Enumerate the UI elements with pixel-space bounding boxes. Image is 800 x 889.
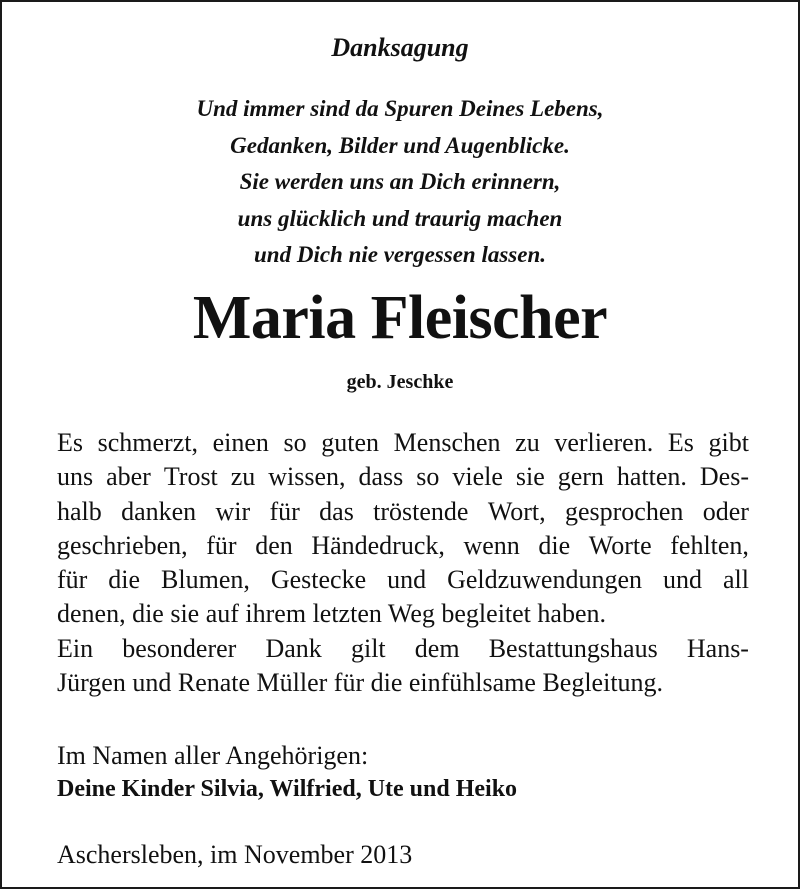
body-word: sie xyxy=(515,462,545,492)
body-word: besonderer xyxy=(122,633,237,663)
body-word: gilt xyxy=(350,633,386,663)
body-word: für xyxy=(269,496,300,526)
body-word: Worte xyxy=(588,530,652,560)
body-line xyxy=(57,426,749,460)
body-word: Hans- xyxy=(686,633,749,663)
body-word: Des- xyxy=(699,462,749,492)
body-word: gibt xyxy=(708,428,749,457)
closing-block xyxy=(57,739,517,805)
body-line xyxy=(57,632,749,666)
body-word: Jürgen und Renate Müller für die einfühlsame Begleitung. xyxy=(57,668,664,698)
body-word: uns xyxy=(57,462,94,492)
body-word: wenn xyxy=(463,530,520,560)
body-word: Geldzuwendungen xyxy=(447,565,642,595)
body-word: tröstende xyxy=(373,496,469,526)
poem-line: Sie werden uns an Dich erinnern, xyxy=(239,169,561,194)
body-word: wir xyxy=(215,496,251,526)
thank-you-text xyxy=(57,426,749,700)
deceased-name: Maria Fleischer xyxy=(192,284,608,352)
body-line xyxy=(57,563,749,597)
body-word: geschrieben, xyxy=(57,530,188,560)
signers: Deine Kinder Silvia, Wilfried, Ute und Heiko xyxy=(57,776,518,802)
poem-line: uns glücklich und traurig machen xyxy=(237,205,563,231)
body-word: Blumen, xyxy=(161,565,250,595)
body-word: gesprochen xyxy=(564,496,684,526)
body-word: schmerzt, xyxy=(97,428,198,457)
body-word: das xyxy=(319,496,354,526)
body-word: viele xyxy=(452,462,503,492)
body-word: halb xyxy=(57,496,102,526)
body-line xyxy=(57,460,749,494)
poem-line: und Dich nie vergessen lassen. xyxy=(254,242,546,267)
memorial-poem xyxy=(2,91,798,274)
body-word: den xyxy=(255,530,293,560)
body-word: guten xyxy=(321,428,380,457)
poem-line: Und immer sind da Spuren Deines Lebens, xyxy=(196,96,604,121)
body-word: Es xyxy=(57,428,83,457)
place-and-date: Aschersleben, im November 2013 xyxy=(57,840,413,869)
body-word: wissen, xyxy=(268,462,346,492)
body-word: denen, die sie auf ihrem letzten Weg begleitet haben. xyxy=(57,599,606,629)
body-word: so xyxy=(416,462,440,492)
body-line xyxy=(57,529,749,563)
body-line xyxy=(57,597,749,631)
body-word: verlieren. xyxy=(554,428,654,457)
body-word: so xyxy=(283,428,307,457)
body-word: für xyxy=(206,530,237,560)
closing-intro: Im Namen aller Angehörigen: xyxy=(57,741,369,770)
body-word: Es xyxy=(667,428,694,457)
body-line xyxy=(57,495,749,529)
body-word: die xyxy=(538,530,571,560)
body-word: Bestattungshaus xyxy=(488,633,658,663)
body-word: dem xyxy=(414,633,460,663)
body-word: Gestecke xyxy=(270,565,367,595)
body-word: die xyxy=(108,565,141,595)
body-word: für xyxy=(57,565,88,595)
body-word: danken xyxy=(121,496,197,526)
body-word: dass xyxy=(358,462,404,492)
body-word: Händedruck, xyxy=(311,530,445,560)
poem-line: Gedanken, Bilder und Augenblicke. xyxy=(230,132,570,158)
body-word: einen xyxy=(212,428,269,457)
body-word: hatten. xyxy=(616,462,687,492)
body-word: und xyxy=(662,565,702,595)
body-word: Trost xyxy=(163,462,218,492)
body-word: und xyxy=(387,565,427,595)
birth-name: geb. Jeschke xyxy=(346,371,454,393)
body-word: aber xyxy=(106,462,151,492)
body-word: Wort, xyxy=(487,496,546,526)
body-word: zu xyxy=(230,462,256,492)
body-word: gern xyxy=(557,462,604,492)
body-word: Ein xyxy=(57,633,94,663)
body-word: oder xyxy=(702,496,749,526)
body-word: Dank xyxy=(265,633,322,663)
notice-heading: Danksagung xyxy=(331,33,469,62)
body-word: Menschen xyxy=(393,428,501,457)
body-word: zu xyxy=(515,428,540,457)
body-word: all xyxy=(722,565,749,595)
body-word: fehlten, xyxy=(670,530,749,560)
body-line xyxy=(57,666,749,700)
